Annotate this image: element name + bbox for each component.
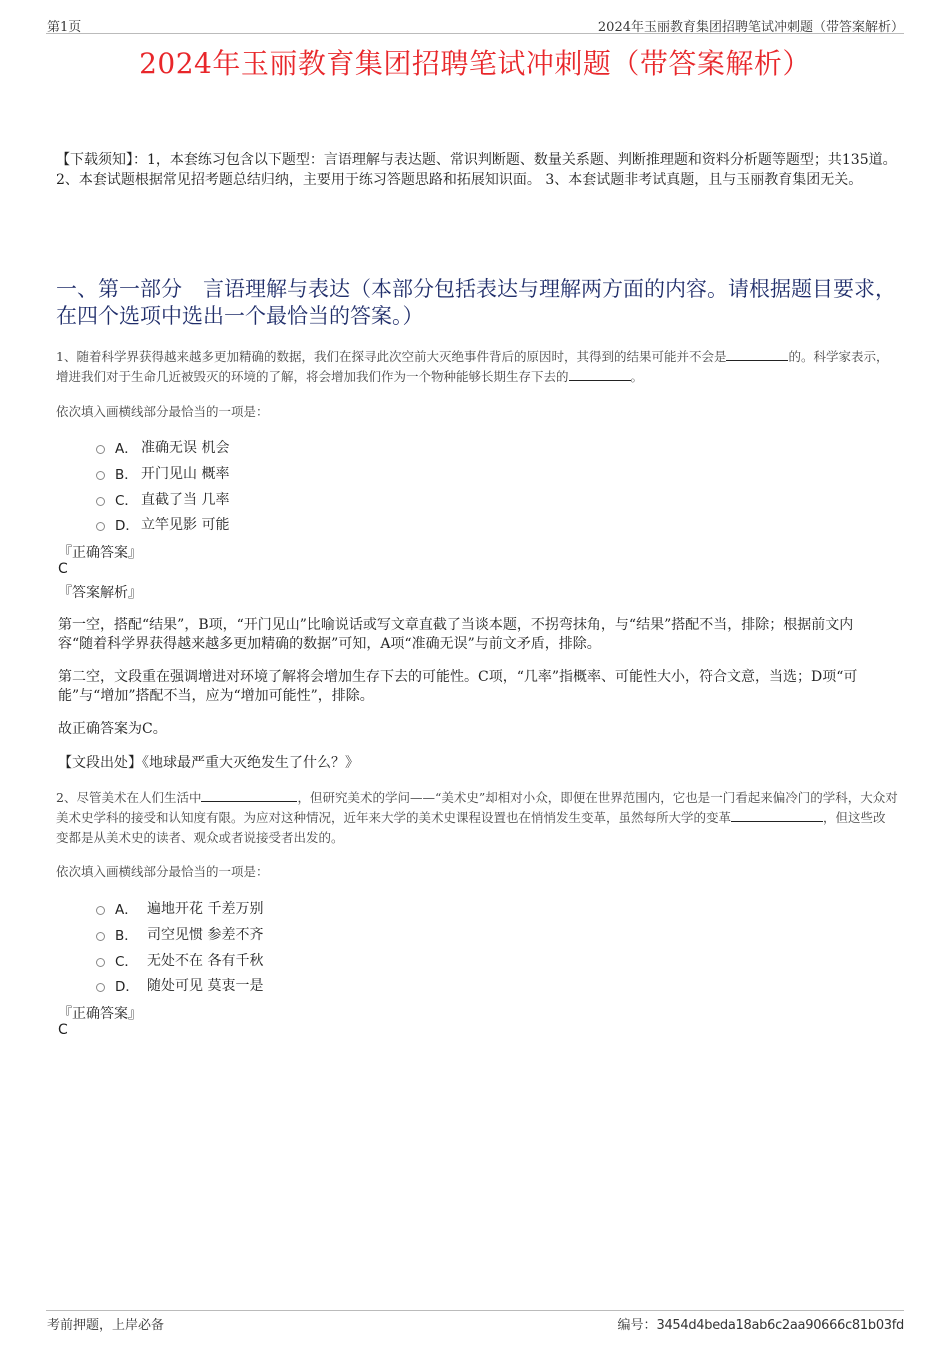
question-1-text-a: 1、随着科学界获得越来越多更加精确的数据，我们在探寻此次空前大灭绝事件背后的原因时，其得到的结果可能并不会是: [56, 349, 727, 364]
radio-icon[interactable]: [96, 497, 105, 506]
question-1-blank-2: [569, 368, 631, 381]
question-1-stem: [56, 347, 898, 387]
option-text: 开门见山 概率: [141, 466, 230, 482]
option-text: 准确无误 机会: [141, 440, 230, 456]
page-number: 第1页: [47, 20, 82, 35]
section-heading: 一、第一部分 言语理解与表达（本部分包括表达与理解两方面的内容。请根据题目要求，在四个选项中选出一个最恰当的答案。）: [56, 277, 896, 328]
question-2-instruction: 依次填入画横线部分最恰当的一项是：: [56, 864, 269, 879]
option-text: 立竿见影 可能: [141, 517, 230, 533]
question-2-blank-1: [201, 789, 297, 802]
question-1-option-d[interactable]: [96, 514, 229, 534]
question-2-answer: C: [58, 1022, 68, 1038]
question-2-option-c[interactable]: [96, 950, 263, 970]
footer-code-label: 编号：: [617, 1318, 657, 1333]
option-letter: D．: [115, 518, 139, 534]
question-2-option-d[interactable]: [96, 975, 263, 995]
question-2-text-c: ，但这些改变都是从美术史的读者、观众或者说接受者出发的。: [56, 810, 886, 845]
option-text: 无处不在 各有千秋: [147, 953, 264, 969]
question-1-option-c[interactable]: [96, 489, 229, 509]
question-1-answer: C: [58, 561, 68, 577]
question-2-option-a[interactable]: [96, 898, 263, 918]
document-title: 2024年玉丽教育集团招聘笔试冲刺题（带答案解析）: [139, 47, 811, 80]
question-1-analysis-label: 『答案解析』: [58, 585, 142, 601]
radio-icon[interactable]: [96, 983, 105, 992]
header-divider: [46, 33, 904, 34]
radio-icon[interactable]: [96, 471, 105, 480]
radio-icon[interactable]: [96, 932, 105, 941]
option-text: 直截了当 几率: [141, 492, 230, 508]
radio-icon[interactable]: [96, 522, 105, 531]
option-letter: C．: [115, 954, 138, 970]
footer-doc-id: [617, 1314, 904, 1333]
option-letter: B．: [115, 928, 138, 944]
option-text: 随处可见 莫衷一是: [147, 978, 264, 994]
header-doc-title: 2024年玉丽教育集团招聘笔试冲刺题（带答案解析）: [597, 20, 904, 35]
question-2-blank-2: [731, 809, 823, 822]
question-2-text-a: 2、尽管美术在人们生活中: [56, 790, 202, 805]
option-text: 司空见惯 参差不齐: [147, 927, 264, 943]
option-letter: B．: [115, 467, 138, 483]
question-2-stem: [56, 788, 898, 848]
question-1-text-c: 。: [630, 369, 644, 384]
question-1-answer-label: 『正确答案』: [58, 545, 142, 561]
question-1-option-a[interactable]: [96, 437, 229, 457]
question-2-answer-label: 『正确答案』: [58, 1006, 142, 1022]
radio-icon[interactable]: [96, 445, 105, 454]
option-letter: A．: [115, 902, 138, 918]
question-1-text-b: 的。科学家表示，增进我们对于生命几近被毁灭的环境的了解，将会增加我们作为一个物种能够长期生存下去的: [56, 349, 889, 384]
option-letter: D．: [115, 979, 139, 995]
question-1-source: 【文段出处】《地球最严重大灭绝发生了什么？》: [58, 755, 359, 771]
option-letter: A．: [115, 441, 138, 457]
footer-divider: [46, 1310, 904, 1311]
question-1-conclusion: 故正确答案为C。: [58, 721, 167, 737]
question-1-analysis-paragraph: 第二空，文段重在强调增进对环境了解将会增加生存下去的可能性。C项，“几率”指概率、可能性大小，符合文意，当选；D项“可能”与“增加”搭配不当，应为“增加可能性”，排除。: [58, 669, 858, 704]
download-notice: 【下载须知】：1，本套练习包含以下题型：言语理解与表达题、常识判断题、数量关系题、判断推理题和资料分析题等题型；共135道。 2、本套试题根据常见招考题总结归纳，主要用于练习答题思路和拓展知识面。 3、本套试题非考试真题，且与玉丽教育集团无关。: [56, 152, 897, 188]
option-letter: C．: [115, 493, 138, 509]
question-2-option-b[interactable]: [96, 924, 263, 944]
footer-code: 3454d4beda18ab6c2aa90666c81b03fd: [656, 1318, 904, 1333]
question-1-instruction: 依次填入画横线部分最恰当的一项是：: [56, 404, 269, 419]
radio-icon[interactable]: [96, 958, 105, 967]
question-1-blank-1: [726, 348, 788, 361]
radio-icon[interactable]: [96, 906, 105, 915]
question-1-option-b[interactable]: [96, 463, 229, 483]
footer-slogan: 考前押题，上岸必备: [47, 1318, 165, 1333]
question-2-text-b: ，但研究美术的学问——“美术史”却相对小众，即便在世界范围内，它也是一门看起来偏冷门的学科，大众对美术史学科的接受和认知度有限。为应对这种情况，近年来大学的美术史课程设置也在悄悄发生变革，虽然每所大学的变革: [56, 790, 898, 825]
option-text: 遍地开花 千差万别: [147, 901, 264, 917]
question-1-analysis-paragraph: 第一空，搭配“结果”，B项，“开门见山”比喻说话或写文章直截了当谈本题，不拐弯抹角，与“结果”搭配不当，排除；根据前文内容“随着科学界获得越来越多更加精确的数据”可知，A项“准确无误”与前文矛盾，排除。: [58, 617, 854, 652]
